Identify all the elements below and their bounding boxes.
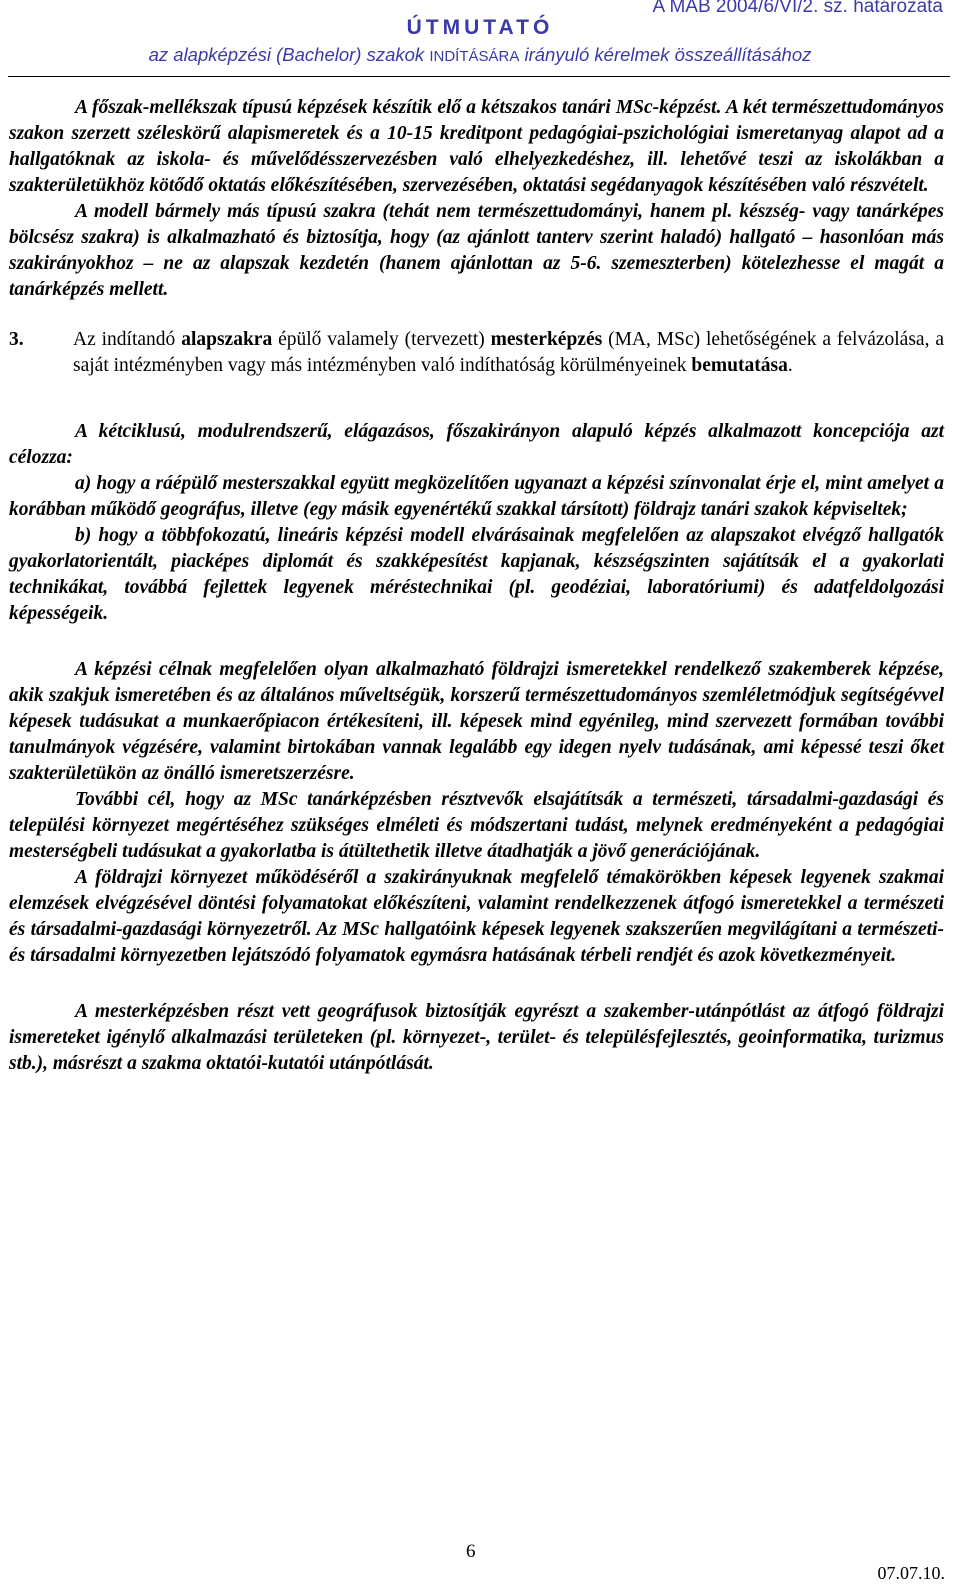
header-rule (8, 76, 950, 77)
document-subtitle (0, 44, 960, 66)
section-3 (9, 327, 944, 379)
section-text (73, 327, 944, 379)
section-number: 3. (9, 329, 24, 350)
subtitle-part-1: az alapképzési (Bachelor) szakok (148, 44, 430, 65)
section-bold-1: alapszakra (181, 329, 273, 350)
decision-reference: A MAB 2004/6/VI/2. sz. határozata (652, 0, 943, 17)
subtitle-caps: INDÍTÁSÁRA (429, 48, 520, 65)
paragraph-training-aim: A képzési célnak megfelelően olyan alkalmazható földrajzi ismeretekkel rendelkező szakemberek képzése, akik szakjuk ismeretében és az általános műveltségük, korszerű természettudományos szemléletmódjuk segítségévvel képesek tudásukat a munkaerőpiacon értékesíteni, ill. képesek mind egyénileg, mind szervezett formában további tanulmányok végzésére, valamint birtokában vannak legalább egy idegen nyelv tudásának, ami képessé teszi őket szakterületükön az önálló ismeretszerzésre. (9, 659, 944, 784)
paragraph-further-aim: További cél, hogy az MSc tanárképzésben résztvevők elsajátítsák a természeti, társadalmi-gazdasági és települési környezet megértéséhez szükséges elméleti és módszertani tudást, melynek eredményeként a pedagógiai mesterségbeli tudásukat a gyakorlatba is átültethetik illetve átadhatják a jövő generációjának. (9, 789, 944, 862)
paragraph-master-graduates: A mesterképzésben részt vett geográfusok biztosítják egyrészt a szakember-utánpótlást az átfogó földrajzi ismereteket igénylő alkalmazási területeken (pl. környezet-, terület- és településfejlesztés, geoinformatika, turizmus stb.), másrészt a szakma oktatói-kutatói utánpótlását. (9, 1001, 944, 1074)
paragraph-environment: A földrajzi környezet működéséről a szakirányuknak megfelelő témakörökben képesek legyenek szakmai elemzések elvégzésével döntési folyamatokat előkészíteni, valamint rendelkezzenek átfogó ismeretekkel a természeti és társadalmi-gazdasági környezetről. Az MSc hallgatóink képesek legyenek szakszerűen megvilágítani a természeti- és társadalmi környezetben lejátszódó folyamatok egymásra hatásának térbeli rendjét és azok következményeit. (9, 867, 944, 966)
paragraph-concept: A kétciklusú, modulrendszerű, elágazásos, főszakirányon alapuló képzés alkalmazott koncepciója azt célozza: (9, 421, 944, 468)
paragraph-major-minor: A főszak-mellékszak típusú képzések készítik elő a kétszakos tanári MSc-képzést. A két természettudományos szakon szerzett széleskörű alapismeretek és a 10-15 kreditpont pedagógiai-pszichológiai ismeretanyag alapot ad a hallgatóknak az iskola- és művelődésszervezésben való elhelyezkedéshez, ill. lehetővé teszi az iskolákban a szakterületükhöz kötődő oktatás előkészítésében, szervezésében, oktatási segédanyagok készítésében való részvételt. (9, 97, 944, 196)
section-text-3: (MA, MSc) lehetőségének a felvázolása, a saját intézményben vagy más intézményben való indíthatóság körülményeinek (73, 329, 944, 376)
paragraph-goal-a: a) hogy a ráépülő mesterszakkal együtt megközelítően ugyanazt a képzési színvonalat érje el, mint amelyet a korábban működő geográfus, illetve (egy másik egyenértékű szakkal társított) földrajz tanári szakok képviseltek; (9, 473, 944, 520)
paragraph-goal-b: b) hogy a többfokozatú, lineáris képzési modell elvárásainak megfelelően az alapszakot elvégző hallgatók gyakorlatorientált, piacképes diplomát és szakképesítést kapjanak, készségszinten sajátítsák el a gyakorlati technikákat, továbbá fejlettek legyenek méréstechnikai (pl. geodéziai, laboratóriumi) és adatfeldolgozási képességeik. (9, 525, 944, 624)
section-bold-2: mesterképzés (490, 329, 603, 350)
section-text-1: Az indítandó (73, 329, 182, 350)
subtitle-part-2: irányuló kérelmek összeállításához (519, 44, 812, 65)
section-text-4: . (787, 355, 793, 376)
page-number: 6 (466, 1541, 476, 1562)
section-text-2: épülő valamely (tervezett) (272, 329, 491, 350)
footer-date: 07.07.10. (877, 1563, 945, 1583)
section-bold-3: bemutatása (691, 355, 788, 376)
paragraph-model: A modell bármely más típusú szakra (tehát nem természettudományi, hanem pl. készség- vagy tanárképes bölcsész szakra) is alkalmazható és biztosítja, hogy (az ajánlott tanterv szerint haladó) hallgató – hasonlóan más szakirányokhoz – ne az alapszak kezdetén (hanem ajánlottan az 5-6. szemeszterben) kötelezhesse el magát a tanárképzés mellett. (9, 201, 944, 300)
document-title: ÚTMUTATÓ (406, 16, 554, 39)
page-header (0, 0, 960, 76)
document-body (9, 95, 944, 1077)
